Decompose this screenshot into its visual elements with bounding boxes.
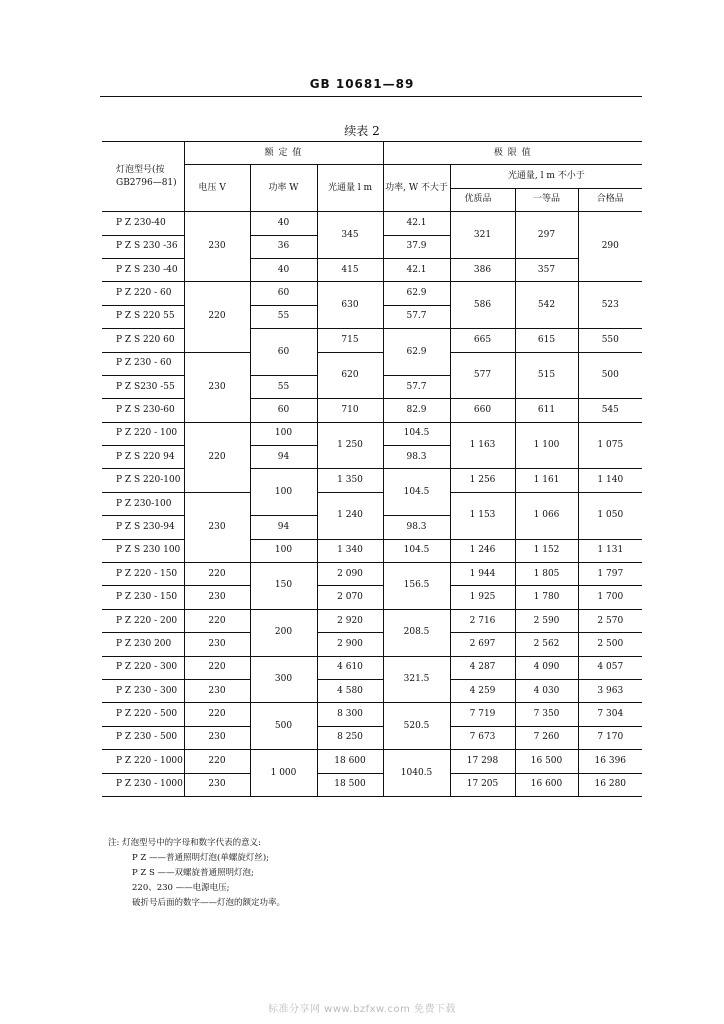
power-max-cell: 520.5 [383, 703, 450, 750]
model-cell: P Z 230 - 60 [102, 352, 184, 375]
flux-cell: 2 920 [317, 609, 383, 632]
power-cell: 94 [250, 446, 317, 469]
power-cell: 200 [250, 609, 317, 656]
power-cell: 60 [250, 329, 317, 376]
qualified-cell: 7 170 [578, 726, 642, 749]
power-cell: 60 [250, 282, 317, 305]
power-max-cell: 57.7 [383, 375, 450, 398]
voltage-cell: 220 [184, 282, 250, 352]
first-cell: 2 562 [515, 633, 578, 656]
voltage-cell: 220 [184, 609, 250, 632]
header-power: 功率 W [250, 165, 317, 212]
excellent-cell: 7 719 [450, 703, 515, 726]
excellent-cell: 17 205 [450, 773, 515, 796]
model-cell: P Z 230 - 150 [102, 586, 184, 609]
flux-cell: 1 350 [317, 469, 383, 492]
first-cell: 611 [515, 399, 578, 422]
header-grade-excellent: 优质品 [450, 188, 515, 211]
header-flux-min: 光通量, l m 不小于 [450, 165, 642, 188]
voltage-cell: 220 [184, 750, 250, 773]
qualified-cell: 500 [578, 352, 642, 399]
header-power-max: 功率, W 不大于 [383, 165, 450, 212]
table-row [102, 399, 642, 422]
first-cell: 4 030 [515, 679, 578, 702]
model-cell: P Z 230 200 [102, 633, 184, 656]
voltage-cell: 220 [184, 703, 250, 726]
power-cell: 36 [250, 235, 317, 258]
qualified-cell: 2 570 [578, 609, 642, 632]
model-cell: P Z S 220 55 [102, 305, 184, 328]
qualified-cell: 16 280 [578, 773, 642, 796]
power-max-cell: 321.5 [383, 656, 450, 703]
excellent-cell: 17 298 [450, 750, 515, 773]
flux-cell: 710 [317, 399, 383, 422]
note-pzs: P Z S ——双螺旋普通照明灯泡; [132, 868, 254, 878]
header-rule [100, 96, 642, 97]
excellent-cell: 660 [450, 399, 515, 422]
table-row [102, 329, 642, 352]
flux-cell: 345 [317, 212, 383, 259]
model-cell: P Z S 230-60 [102, 399, 184, 422]
first-cell: 357 [515, 258, 578, 281]
notes-title: 注: 灯泡型号中的字母和数字代表的意义: [108, 838, 261, 848]
first-cell: 1 780 [515, 586, 578, 609]
flux-cell: 18 500 [317, 773, 383, 796]
model-cell: P Z S 230 -40 [102, 258, 184, 281]
table-caption: 续表 2 [344, 124, 380, 138]
power-max-cell: 156.5 [383, 563, 450, 610]
excellent-cell: 4 259 [450, 679, 515, 702]
flux-cell: 8 250 [317, 726, 383, 749]
voltage-cell: 230 [184, 633, 250, 656]
model-cell: P Z S230 -55 [102, 375, 184, 398]
power-max-cell: 57.7 [383, 305, 450, 328]
table-row [102, 492, 642, 515]
voltage-cell: 220 [184, 422, 250, 492]
model-cell: P Z S 230-94 [102, 516, 184, 539]
table-row [102, 586, 642, 609]
power-cell: 300 [250, 656, 317, 703]
model-cell: P Z S 230 100 [102, 539, 184, 562]
power-max-cell: 104.5 [383, 539, 450, 562]
qualified-cell: 1 140 [578, 469, 642, 492]
power-max-cell: 42.1 [383, 212, 450, 235]
excellent-cell: 1 163 [450, 422, 515, 469]
first-cell: 7 350 [515, 703, 578, 726]
model-cell: P Z 220 - 300 [102, 656, 184, 679]
excellent-cell: 2 697 [450, 633, 515, 656]
model-cell: P Z 230 - 500 [102, 726, 184, 749]
table-row [102, 212, 642, 235]
first-cell: 1 805 [515, 563, 578, 586]
first-cell: 16 500 [515, 750, 578, 773]
power-cell: 500 [250, 703, 317, 750]
first-cell: 1 152 [515, 539, 578, 562]
model-cell: P Z 220 - 60 [102, 282, 184, 305]
power-max-cell: 208.5 [383, 609, 450, 656]
qualified-cell: 2 500 [578, 633, 642, 656]
table-row [102, 469, 642, 492]
first-cell: 297 [515, 212, 578, 259]
model-cell: P Z 230-100 [102, 492, 184, 515]
power-max-cell: 1040.5 [383, 750, 450, 797]
power-max-cell: 98.3 [383, 446, 450, 469]
header-grade-first: 一等品 [515, 188, 578, 211]
flux-cell: 1 340 [317, 539, 383, 562]
voltage-cell: 230 [184, 726, 250, 749]
watermark: 标准分享网 www.bzfxw.com 免费下载 [268, 1004, 456, 1015]
flux-cell: 2 070 [317, 586, 383, 609]
model-cell: P Z S 220 94 [102, 446, 184, 469]
header-limit: 极 限 值 [383, 142, 642, 165]
power-cell: 40 [250, 258, 317, 281]
power-cell: 150 [250, 563, 317, 610]
table-row [102, 563, 642, 586]
first-cell: 7 260 [515, 726, 578, 749]
first-cell: 615 [515, 329, 578, 352]
first-cell: 1 100 [515, 422, 578, 469]
note-voltage: 220、230 ——电源电压; [132, 883, 230, 893]
first-cell: 2 590 [515, 609, 578, 632]
qualified-cell: 290 [578, 212, 642, 282]
model-cell: P Z 220 - 500 [102, 703, 184, 726]
qualified-cell: 1 075 [578, 422, 642, 469]
flux-cell: 620 [317, 352, 383, 399]
power-cell: 55 [250, 305, 317, 328]
power-max-cell: 62.9 [383, 329, 450, 376]
model-cell: P Z S 230 -36 [102, 235, 184, 258]
power-max-cell: 98.3 [383, 516, 450, 539]
excellent-cell: 386 [450, 258, 515, 281]
table-row [102, 352, 642, 375]
power-max-cell: 104.5 [383, 422, 450, 445]
table-row [102, 750, 642, 773]
power-cell: 1 000 [250, 750, 317, 797]
flux-cell: 4 580 [317, 679, 383, 702]
qualified-cell: 523 [578, 282, 642, 329]
table-notes [108, 836, 285, 911]
first-cell: 515 [515, 352, 578, 399]
header-grade-qualified: 合格品 [578, 188, 642, 211]
qualified-cell: 16 396 [578, 750, 642, 773]
power-cell: 100 [250, 469, 317, 516]
excellent-cell: 7 673 [450, 726, 515, 749]
voltage-cell: 230 [184, 352, 250, 422]
table-row [102, 633, 642, 656]
flux-cell: 18 600 [317, 750, 383, 773]
model-cell: P Z 220 - 150 [102, 563, 184, 586]
excellent-cell: 4 287 [450, 656, 515, 679]
excellent-cell: 2 716 [450, 609, 515, 632]
excellent-cell: 1 246 [450, 539, 515, 562]
first-cell: 4 090 [515, 656, 578, 679]
power-cell: 94 [250, 516, 317, 539]
first-cell: 542 [515, 282, 578, 329]
flux-cell: 1 250 [317, 422, 383, 469]
model-cell: P Z 230 - 1000 [102, 773, 184, 796]
model-cell: P Z 220 - 100 [102, 422, 184, 445]
flux-cell: 2 900 [317, 633, 383, 656]
power-cell: 60 [250, 399, 317, 422]
power-max-cell: 82.9 [383, 399, 450, 422]
qualified-cell: 545 [578, 399, 642, 422]
table-row [102, 679, 642, 702]
first-cell: 16 600 [515, 773, 578, 796]
voltage-cell: 230 [184, 586, 250, 609]
flux-cell: 2 090 [317, 563, 383, 586]
standard-number: GB 10681—89 [309, 77, 415, 91]
table-row [102, 282, 642, 305]
header-flux: 光通量 l m [317, 165, 383, 212]
note-dash: 破折号后面的数字——灯泡的额定功率。 [132, 898, 286, 908]
table-row [102, 726, 642, 749]
flux-cell: 630 [317, 282, 383, 329]
model-cell: P Z 230-40 [102, 212, 184, 235]
table-row [102, 422, 642, 445]
header-model: 灯泡型号(按 GB2796—81) [102, 142, 184, 212]
table-row [102, 539, 642, 562]
header-voltage: 电压 V [184, 165, 250, 212]
header-row [102, 142, 642, 165]
flux-cell: 1 240 [317, 492, 383, 539]
voltage-cell: 230 [184, 492, 250, 562]
model-cell: P Z 220 - 1000 [102, 750, 184, 773]
qualified-cell: 4 057 [578, 656, 642, 679]
voltage-cell: 220 [184, 656, 250, 679]
model-cell: P Z 220 - 200 [102, 609, 184, 632]
voltage-cell: 230 [184, 212, 250, 282]
header-rated: 额 定 值 [184, 142, 383, 165]
qualified-cell: 550 [578, 329, 642, 352]
excellent-cell: 1 256 [450, 469, 515, 492]
first-cell: 1 066 [515, 492, 578, 539]
model-cell: P Z 230 - 300 [102, 679, 184, 702]
flux-cell: 4 610 [317, 656, 383, 679]
model-cell: P Z S 220-100 [102, 469, 184, 492]
excellent-cell: 1 925 [450, 586, 515, 609]
table-row [102, 258, 642, 281]
note-pz: P Z ——普通照明灯泡(单螺旋灯丝); [132, 853, 270, 863]
power-cell: 100 [250, 422, 317, 445]
excellent-cell: 665 [450, 329, 515, 352]
qualified-cell: 7 304 [578, 703, 642, 726]
power-max-cell: 62.9 [383, 282, 450, 305]
qualified-cell: 1 050 [578, 492, 642, 539]
voltage-cell: 230 [184, 773, 250, 796]
power-cell: 100 [250, 539, 317, 562]
excellent-cell: 321 [450, 212, 515, 259]
excellent-cell: 1 153 [450, 492, 515, 539]
voltage-cell: 220 [184, 563, 250, 586]
first-cell: 1 161 [515, 469, 578, 492]
table-row [102, 773, 642, 796]
qualified-cell: 3 963 [578, 679, 642, 702]
table-row [102, 703, 642, 726]
qualified-cell: 1 797 [578, 563, 642, 586]
voltage-cell: 230 [184, 679, 250, 702]
qualified-cell: 1 131 [578, 539, 642, 562]
flux-cell: 715 [317, 329, 383, 352]
qualified-cell: 1 700 [578, 586, 642, 609]
table-row [102, 609, 642, 632]
power-max-cell: 37.9 [383, 235, 450, 258]
excellent-cell: 1 944 [450, 563, 515, 586]
model-cell: P Z S 220 60 [102, 329, 184, 352]
flux-cell: 8 300 [317, 703, 383, 726]
lamp-spec-table [102, 141, 642, 797]
power-max-cell: 42.1 [383, 258, 450, 281]
power-cell: 40 [250, 212, 317, 235]
excellent-cell: 577 [450, 352, 515, 399]
table-row [102, 656, 642, 679]
power-max-cell: 104.5 [383, 469, 450, 516]
flux-cell: 415 [317, 258, 383, 281]
power-cell: 55 [250, 375, 317, 398]
excellent-cell: 586 [450, 282, 515, 329]
